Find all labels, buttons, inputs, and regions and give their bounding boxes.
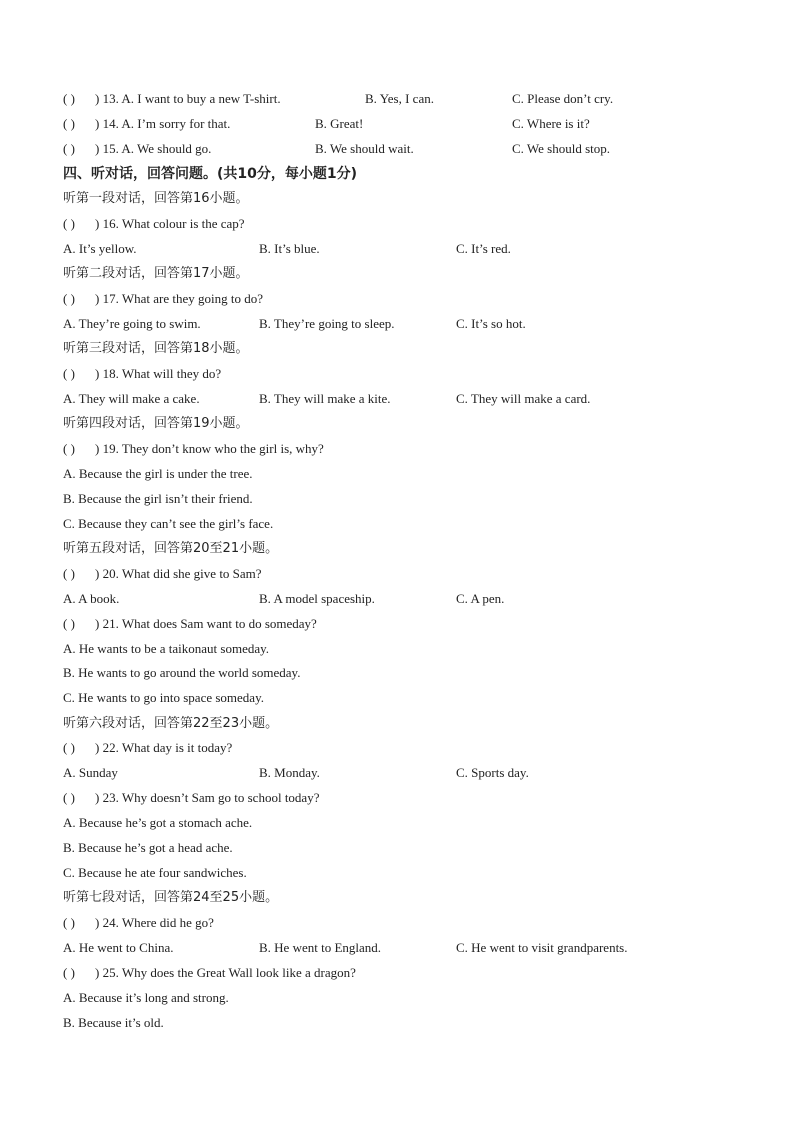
- answer-blank[interactable]: ( ): [63, 116, 75, 131]
- answer-blank[interactable]: ( ): [63, 566, 75, 581]
- question-20-stem: ) 20. What did she give to Sam?: [95, 566, 262, 581]
- dialogue-4-instruction: 听第四段对话，回答第19小题。: [63, 416, 249, 431]
- answer-blank[interactable]: ( ): [63, 291, 75, 306]
- question-22-stem: ) 22. What day is it today?: [95, 740, 233, 755]
- answer-blank[interactable]: ( ): [63, 740, 75, 755]
- question-18-option-b: B. They will make a kite.: [259, 391, 391, 406]
- question-13-option-c: C. Please don’t cry.: [512, 91, 614, 106]
- answer-blank[interactable]: ( ): [63, 616, 75, 631]
- answer-blank[interactable]: ( ): [63, 915, 75, 930]
- question-25-option-a: A. Because it’s long and strong.: [63, 990, 229, 1005]
- question-25-stem: ) 25. Why does the Great Wall look like a dragon?: [95, 965, 356, 980]
- answer-blank[interactable]: ( ): [63, 366, 75, 381]
- question-14-option-c: C. Where is it?: [512, 116, 590, 131]
- question-16-option-c: C. It’s red.: [456, 241, 511, 256]
- question-21-option-c: C. He wants to go into space someday.: [63, 690, 264, 705]
- question-16-stem: ) 16. What colour is the cap?: [95, 216, 245, 231]
- dialogue-2-instruction: 听第二段对话，回答第17小题。: [63, 266, 249, 281]
- question-16-option-b: B. It’s blue.: [259, 241, 320, 256]
- answer-blank[interactable]: ( ): [63, 441, 75, 456]
- question-20-option-b: B. A model spaceship.: [259, 591, 375, 606]
- answer-blank[interactable]: ( ): [63, 141, 75, 156]
- question-15-option-b: B. We should wait.: [315, 141, 414, 156]
- dialogue-3-instruction: 听第三段对话，回答第18小题。: [63, 341, 249, 356]
- section-heading: 四、听对话，回答问题。(共10分，每小题1分): [63, 166, 358, 182]
- dialogue-6-instruction: 听第六段对话，回答第22至23小题。: [63, 716, 279, 731]
- answer-blank[interactable]: ( ): [63, 91, 75, 106]
- question-19-option-a: A. Because the girl is under the tree.: [63, 466, 253, 481]
- answer-blank[interactable]: ( ): [63, 965, 75, 980]
- question-18-stem: ) 18. What will they do?: [95, 366, 222, 381]
- question-16-option-a: A. It’s yellow.: [63, 241, 137, 256]
- question-19-stem: ) 19. They don’t know who the girl is, why?: [95, 441, 324, 456]
- question-22-option-a: A. Sunday: [63, 765, 118, 780]
- question-24-stem: ) 24. Where did he go?: [95, 915, 214, 930]
- question-21-stem: ) 21. What does Sam want to do someday?: [95, 616, 317, 631]
- question-17-stem: ) 17. What are they going to do?: [95, 291, 263, 306]
- question-17-option-a: A. They’re going to swim.: [63, 316, 201, 331]
- question-14-option-b: B. Great!: [315, 116, 364, 131]
- question-24-option-c: C. He went to visit grandparents.: [456, 940, 628, 955]
- answer-blank[interactable]: ( ): [63, 790, 75, 805]
- question-19-option-b: B. Because the girl isn’t their friend.: [63, 491, 253, 506]
- question-17-option-b: B. They’re going to sleep.: [259, 316, 395, 331]
- question-23-stem: ) 23. Why doesn’t Sam go to school today?: [95, 790, 320, 805]
- dialogue-7-instruction: 听第七段对话，回答第24至25小题。: [63, 890, 279, 905]
- question-22-option-b: B. Monday.: [259, 765, 320, 780]
- question-22-option-c: C. Sports day.: [456, 765, 529, 780]
- question-14-stem: ) 14. A. I’m sorry for that.: [95, 116, 231, 131]
- dialogue-1-instruction: 听第一段对话，回答第16小题。: [63, 191, 249, 206]
- question-25-option-b: B. Because it’s old.: [63, 1015, 164, 1030]
- question-20-option-a: A. A book.: [63, 591, 120, 606]
- question-23-option-b: B. Because he’s got a head ache.: [63, 840, 233, 855]
- question-15-option-c: C. We should stop.: [512, 141, 611, 156]
- question-24-option-a: A. He went to China.: [63, 940, 174, 955]
- question-21-option-a: A. He wants to be a taikonaut someday.: [63, 641, 270, 656]
- question-17-option-c: C. It’s so hot.: [456, 316, 526, 331]
- question-20-option-c: C. A pen.: [456, 591, 505, 606]
- question-23-option-a: A. Because he’s got a stomach ache.: [63, 815, 253, 830]
- question-13-option-b: B. Yes, I can.: [365, 91, 434, 106]
- question-21-option-b: B. He wants to go around the world someday.: [63, 665, 301, 680]
- question-24-option-b: B. He went to England.: [259, 940, 382, 955]
- answer-blank[interactable]: ( ): [63, 216, 75, 231]
- question-18-option-c: C. They will make a card.: [456, 391, 591, 406]
- question-19-option-c: C. Because they can’t see the girl’s face.: [63, 516, 274, 531]
- question-18-option-a: A. They will make a cake.: [63, 391, 200, 406]
- dialogue-5-instruction: 听第五段对话，回答第20至21小题。: [63, 541, 279, 556]
- question-23-option-c: C. Because he ate four sandwiches.: [63, 865, 247, 880]
- question-13-stem: ) 13. A. I want to buy a new T-shirt.: [95, 91, 281, 106]
- question-15-stem: ) 15. A. We should go.: [95, 141, 212, 156]
